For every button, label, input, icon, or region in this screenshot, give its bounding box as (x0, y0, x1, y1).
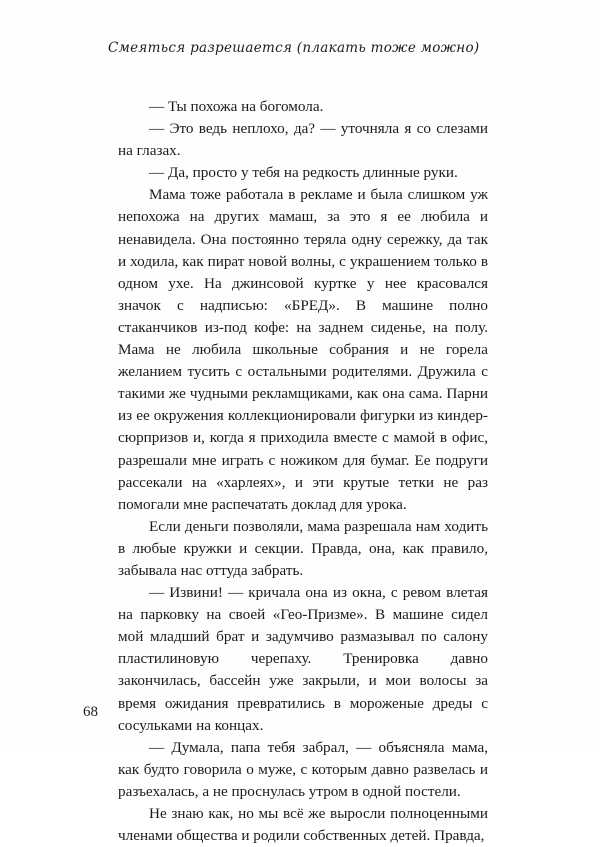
paragraph: — Да, просто у тебя на редкость длинные руки. (149, 164, 458, 182)
paragraph: Мама тоже работала в рекламе и была слишком уж непохожа на других мамаш, за это я ее любила и ненавидела. Она постоянно теряла одну сережку, да так и ходила, как пират новой волны, с украшением только в одном ухе. На джинсовой куртке у нее красовался значок с надписью: «БРЕД». В машине полно стаканчиков из-под кофе: на заднем сиденье, на полу. Мама не любила школьные собрания и не горела желанием тусить с остальными родителями. Дружила с такими же чудными рекламщиками, как она сама. Парни из ее окружения коллекционировали фигурки из киндер-сюрпризов и, когда я приходила вместе с мамой в офис, разрешали мне играть с ножиком для бумаг. Ее подруги рассекали на «харлеях», и эти крутые тетки не раз помогали мне распечатать доклад для урока. (118, 186, 488, 513)
body-text (118, 96, 488, 847)
running-header-title: Смеяться разрешается (плакать тоже можно) (108, 40, 480, 56)
paragraph: Если деньги позволяли, мама разрешала нам ходить в любые кружки и секции. Правда, она, как правило, забывала нас оттуда забрать. (118, 517, 488, 579)
page-number: 68 (83, 704, 98, 720)
paragraph: Не знаю как, но мы всё же выросли полноценными членами общества и родили собственных детей. Правда, (118, 805, 488, 845)
paragraph: — Это ведь неплохо, да? — уточняла я со слезами на глазах. (118, 120, 488, 160)
paragraph: — Извини! — кричала она из окна, с ревом влетая на парковку на своей «Гео-Призме». В машине сидел мой младший брат и задумчиво размазывал по салону пластилиновую черепаху. Тренировка давно закончилась, бассейн уже закрыли, и мои волосы за время ожидания превратились в мороженые дреды с сосульками на концах. (118, 584, 488, 734)
paragraph: — Ты похожа на богомола. (149, 98, 324, 115)
paragraph: — Думала, папа тебя забрал, — объясняла мама, как будто говорила о муже, с которым давно развелась и разъехалась, а не проснулась утром в одной постели. (118, 738, 488, 800)
